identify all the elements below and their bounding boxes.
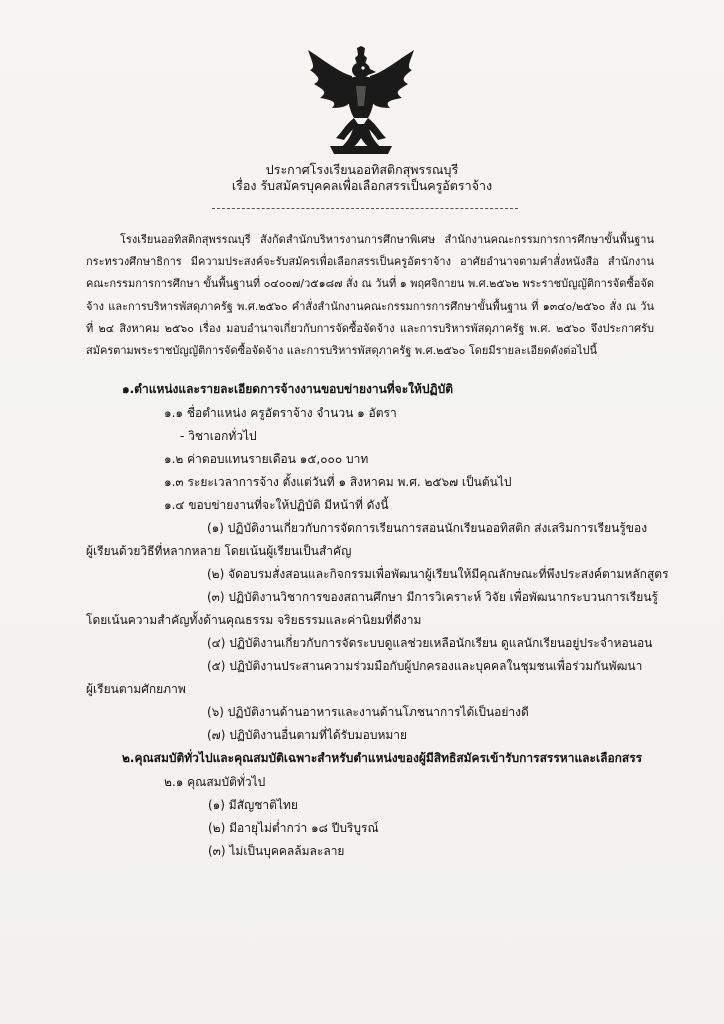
duty-5-cont: ผู้เรียนตามศักยภาพ xyxy=(86,682,186,696)
item-1-2: ๑.๒ ค่าตอบแทนรายเดือน ๑๕,๐๐๐ บาท xyxy=(164,452,369,466)
duty-3: (๓) ปฏิบัติงานวิชาการของสถานศึกษา มีการวิเคราะห์ วิจัย เพื่อพัฒนากระบวนการเรียนรู้ xyxy=(207,590,658,604)
duty-1-cont: ผู้เรียนด้วยวิธีที่หลากหลาย โดยเน้นผู้เรียนเป็นสำคัญ xyxy=(86,544,352,558)
duty-1: (๑) ปฏิบัติงานเกี่ยวกับการจัดการเรียนการสอนนักเรียนออทิสติก ส่งเสริมการเรียนรู้ของ xyxy=(207,521,648,535)
document-subject: เรื่อง รับสมัครบุคคลเพื่อเลือกสรรเป็นครูอัตราจ้าง xyxy=(231,178,493,193)
intro-paragraph: โรงเรียนออทิสติกสุพรรณบุรี สังกัดสำนักบริหารงานการศึกษาพิเศษ สำนักงานคณะกรรมการการศึกษาขั้นพื้นฐาน กระทรวงศึกษาธิการ มีความประสงค์จะรับสมัครเพื่อเลือกสรรเป็นครูอัตราจ้าง อาศัยอำนาจตามคำสั่งหนังสือ สำนักงานคณะกรรมการการศึกษา ขั้นพื้นฐานที่ ๐๔๐๐๗/ว๕๑๘๗ สั่ง ณ วันที่ ๑ พฤศจิกายน พ.ศ.๒๕๖๒ พระราชบัญญัติการจัดซื้อจัดจ้าง และการบริหารพัสดุภาครัฐ พ.ศ.๒๕๖๐ คำสั่งสำนักงานคณะกรรมการการศึกษาขั้นพื้นฐาน ที่ ๑๓๔๐/๒๕๖๐ สั่ง ณ วันที่ ๒๔ สิงหาคม ๒๕๖๐ เรื่อง มอบอำนาจเกี่ยวกับการจัดซื้อจัดจ้าง และการบริหารพัสดุภาครัฐ พ.ศ. ๒๕๖๐ จึงประกาศรับสมัครตามพระราชบัญญัติการจัดซื้อจัดจ้าง และการบริหารพัสดุภาครัฐ พ.ศ.๒๕๖๐ โดยมีรายละเอียดดังต่อไปนี้ xyxy=(86,233,654,358)
item-1-1: ๑.๑ ชื่อตำแหน่ง ครูอัตราจ้าง จำนวน ๑ อัตรา xyxy=(164,406,397,420)
duty-4: (๔) ปฏิบัติงานเกี่ยวกับการจัดระบบดูแลช่วยเหลือนักเรียน ดูแลนักเรียนอยู่ประจำหอนอน xyxy=(207,636,653,650)
item-1-3: ๑.๓ ระยะเวลาการจ้าง ตั้งแต่วันที่ ๑ สิงหาคม พ.ศ. ๒๕๖๗ เป็นต้นไป xyxy=(164,475,512,489)
duty-3-cont: โดยเน้นความสำคัญทั้งด้านคุณธรรม จริยธรรมและค่านิยมที่ดีงาม xyxy=(86,613,422,627)
document-title: ประกาศโรงเรียนออทิสติกสุพรรณบุรี xyxy=(265,162,459,177)
item-1-1-sub: - วิชาเอกทั่วไป xyxy=(180,429,257,443)
separator-rule xyxy=(212,208,518,209)
item-2-1: ๒.๑ คุณสมบัติทั่วไป xyxy=(164,775,266,789)
section-1-heading: ๑.ตำแหน่งและรายละเอียดการจ้างงานขอบข่ายงานที่จะให้ปฏิบัติ xyxy=(122,382,454,396)
garuda-emblem-icon xyxy=(302,46,420,158)
qualification-2: (๒) มีอายุไม่ต่ำกว่า ๑๘ ปีบริบูรณ์ xyxy=(208,821,379,835)
duty-7: (๗) ปฏิบัติงานอื่นตามที่ได้รับมอบหมาย xyxy=(207,728,408,742)
qualification-3: (๓) ไม่เป็นบุคคลล้มละลาย xyxy=(208,844,345,858)
duty-6: (๖) ปฏิบัติงานด้านอาหารและงานด้านโภชนาการได้เป็นอย่างดี xyxy=(207,705,529,719)
item-1-4: ๑.๔ ขอบข่ายงานที่จะให้ปฏิบัติ มีหน้าที่ ดังนี้ xyxy=(164,498,389,512)
section-2-heading: ๒.คุณสมบัติทั่วไปและคุณสมบัติเฉพาะสำหรับตำแหน่งของผู้มีสิทธิสมัครเข้ารับการสรรหาและเลือกสรร xyxy=(122,751,643,765)
duty-5: (๕) ปฏิบัติงานประสานความร่วมมือกับผู้ปกครองและบุคคลในชุมชนเพื่อร่วมกันพัฒนา xyxy=(207,659,643,673)
qualification-1: (๑) มีสัญชาติไทย xyxy=(208,798,298,812)
duty-2: (๒) จัดอบรมสั่งสอนและกิจกรรมเพื่อพัฒนาผู้เรียนให้มีคุณลักษณะที่พึงประสงค์ตามหลักสูตร xyxy=(207,567,669,581)
